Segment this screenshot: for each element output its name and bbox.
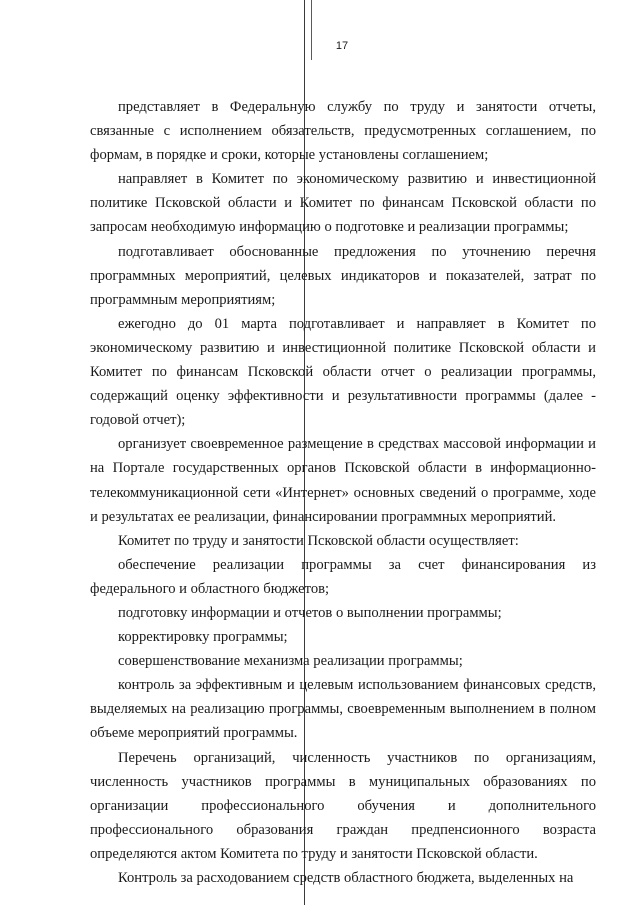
document-body xyxy=(90,95,596,890)
paragraph: совершенствование механизма реализации программы; xyxy=(118,653,463,670)
paragraph: корректировку программы; xyxy=(118,629,288,646)
paragraph: Перечень организаций, численность участников по организациям, численность участников программы в муниципальных образованиях по организации профессионального обучения и дополнительного профессионального образования граждан предпенсионного возраста определяются актом Комитета по труду и занятости Псковской области. xyxy=(90,749,596,862)
paragraph: направляет в Комитет по экономическому развитию и инвестиционной политике Псковской области и Комитет по финансам Псковской области по запросам необходимую информацию о подготовке и реализации программы; xyxy=(90,171,596,236)
paragraph: организует своевременное размещение в средствах массовой информации и на Портале государственных органов Псковской области в информационно-телекоммуникационной сети «Интернет» основных сведений о программе, ходе и результатах ее реализации, финансировании программных мероприятий. xyxy=(90,436,596,525)
paragraph: подготовку информации и отчетов о выполнении программы; xyxy=(118,604,502,621)
paragraph: контроль за эффективным и целевым использованием финансовых средств, выделяемых на реализацию программы, своевременным выполнением в полном объеме мероприятий программы. xyxy=(90,677,596,742)
paragraph: ежегодно до 01 марта подготавливает и направляет в Комитет по экономическому развитию и инвестиционной политике Псковской области и Комитет по финансам Псковской области отчет о реализации программы, содержащий оценку эффективности и результативности программы (далее - годовой отчет); xyxy=(90,315,596,429)
paragraph: представляет в Федеральную службу по труду и занятости отчеты, связанные с исполнением обязательств, предусмотренных соглашением, по формам, в порядке и сроки, которые установлены соглашением; xyxy=(90,99,596,164)
paragraph: Комитет по труду и занятости Псковской области осуществляет: xyxy=(118,532,519,549)
paragraph: Контроль за расходованием средств областного бюджета, выделенных на xyxy=(118,870,574,886)
paragraph: подготавливает обоснованные предложения по уточнению перечня программных мероприятий, целевых индикаторов и показателей, затрат по программным мероприятиям; xyxy=(90,243,596,308)
page-number: 17 xyxy=(335,40,349,52)
paragraph: обеспечение реализации программы за счет финансирования из федерального и областного бюджетов; xyxy=(90,556,596,597)
